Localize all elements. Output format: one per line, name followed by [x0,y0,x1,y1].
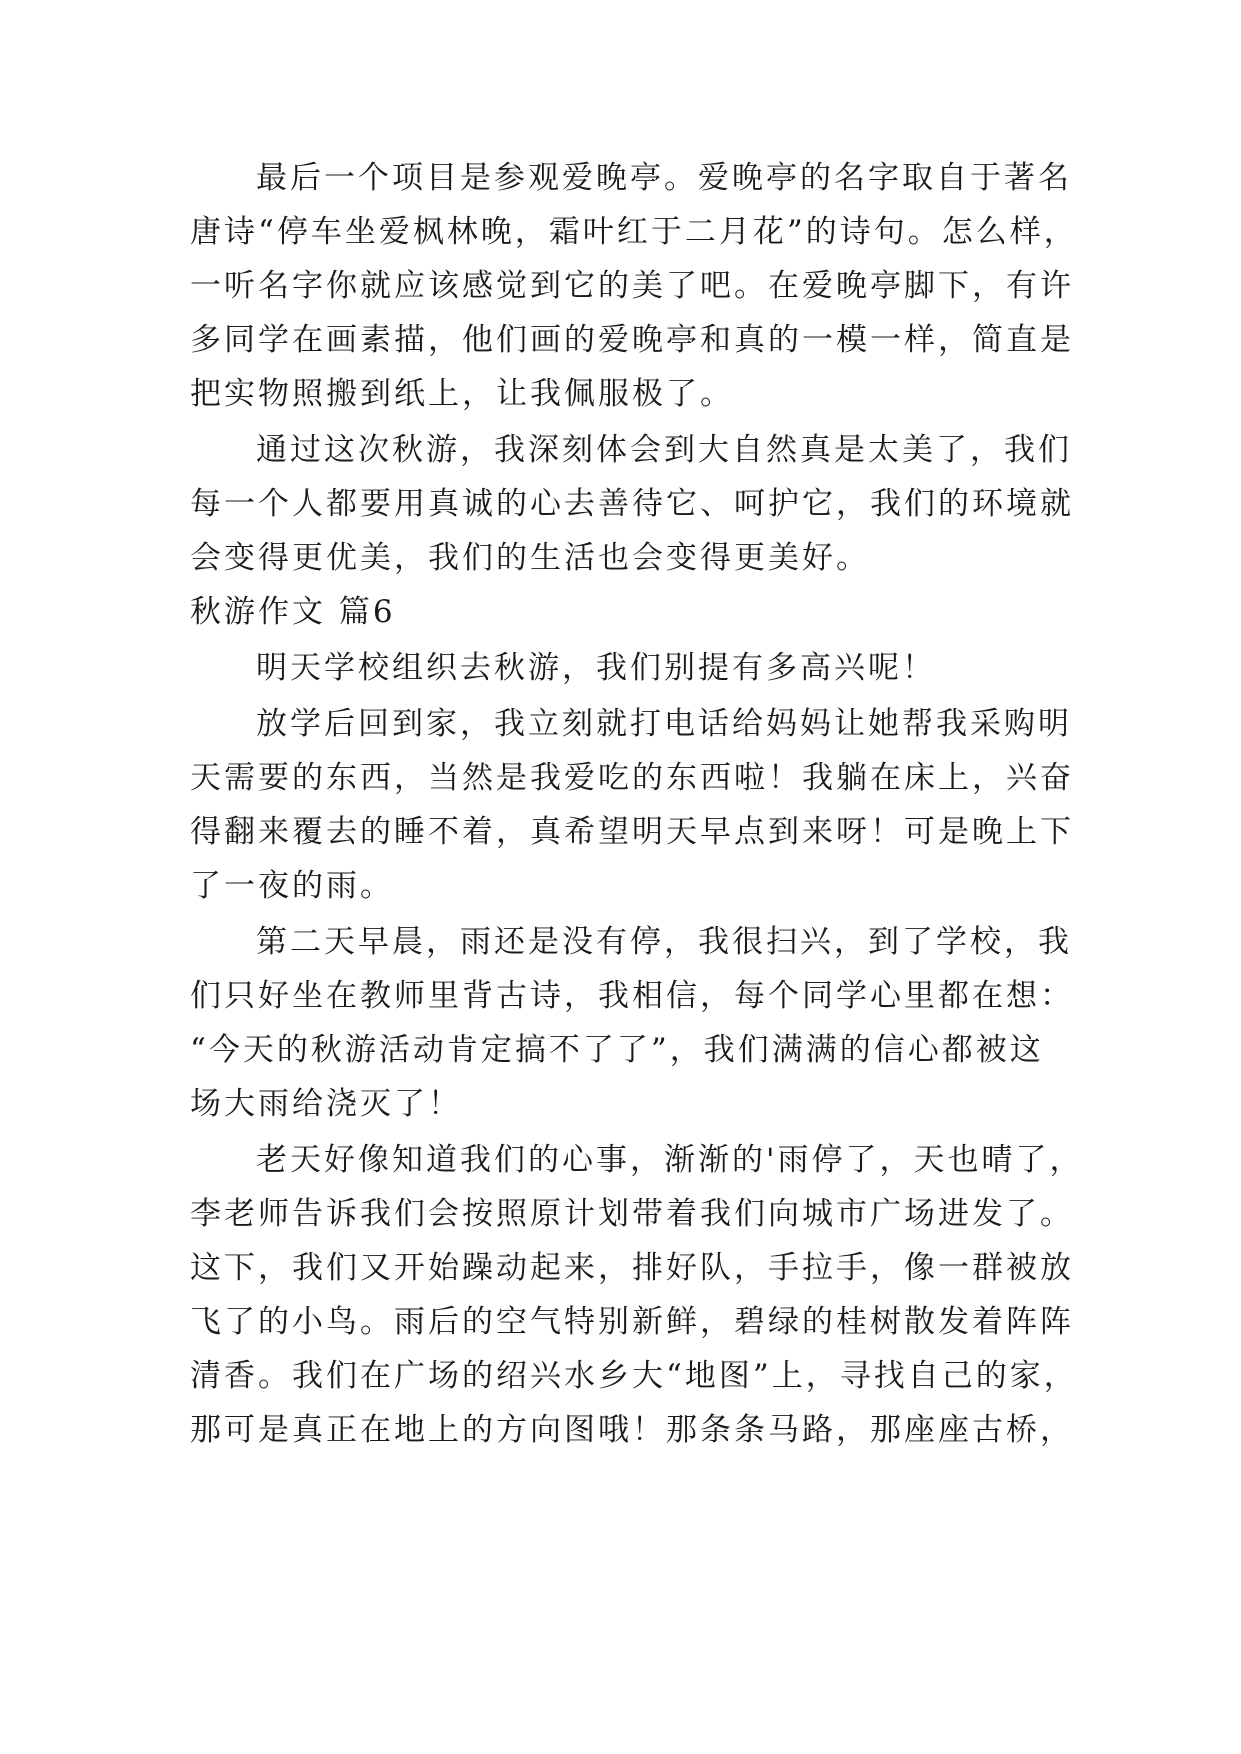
paragraph-line: 每一个人都要用真诚的心去善待它、呵护它，我们的环境就 [190,486,1074,522]
paragraph-line: 会变得更优美，我们的生活也会变得更美好。 [190,540,870,576]
paragraph-line: 李老师告诉我们会按照原计划带着我们向城市广场进发了。 [190,1196,1074,1232]
paragraph-line: 那可是真正在地上的方向图哦！那条条马路，那座座古桥， [190,1412,1074,1448]
paragraph-line: 这下，我们又开始躁动起来，排好队，手拉手，像一群被放 [190,1250,1074,1286]
paragraph-line: 多同学在画素描，他们画的爱晚亭和真的一模一样，简直是 [190,322,1074,358]
paragraph-line: 唐诗“停车坐爱枫林晚，霜叶红于二月花”的诗句。怎么样， [190,214,1078,250]
paragraph-line: 飞了的小鸟。雨后的空气特别新鲜，碧绿的桂树散发着阵阵 [190,1304,1074,1340]
paragraph-line: 了一夜的雨。 [190,868,394,904]
paragraph-line: 放学后回到家，我立刻就打电话给妈妈让她帮我采购明 [256,706,1072,742]
paragraph-line: 第二天早晨，雨还是没有停，我很扫兴，到了学校，我 [256,924,1072,960]
paragraph-line: 天需要的东西，当然是我爱吃的东西啦！我躺在床上，兴奋 [190,760,1074,796]
paragraph-line: 们只好坐在教师里背古诗，我相信，每个同学心里都在想： [190,978,1074,1014]
paragraph-line: 场大雨给浇灭了！ [190,1086,462,1122]
paragraph-line: 得翻来覆去的睡不着，真希望明天早点到来呀！可是晚上下 [190,814,1074,850]
section-heading: 秋游作文 篇6 [190,594,396,630]
paragraph-line: 清香。我们在广场的绍兴水乡大“地图”上，寻找自己的家， [190,1358,1078,1394]
paragraph-line: 一听名字你就应该感觉到它的美了吧。在爱晚亭脚下，有许 [190,268,1074,304]
paragraph-line: “今天的秋游活动肯定搞不了了”，我们满满的信心都被这 [190,1032,1044,1068]
paragraph-line: 最后一个项目是参观爱晚亭。爱晚亭的名字取自于著名 [256,160,1072,196]
paragraph-line: 明天学校组织去秋游，我们别提有多高兴呢！ [256,650,936,686]
paragraph-line: 把实物照搬到纸上，让我佩服极了。 [190,376,734,412]
paragraph-line: 通过这次秋游，我深刻体会到大自然真是太美了，我们 [256,432,1072,468]
paragraph-line: 老天好像知道我们的心事，渐渐的'雨停了，天也晴了， [256,1142,1084,1178]
